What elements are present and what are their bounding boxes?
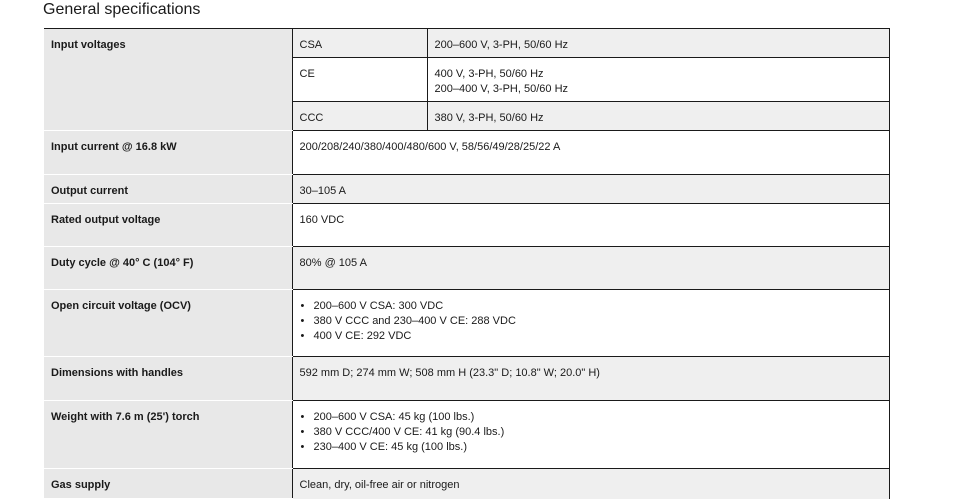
- row-label-weight: Weight with 7.6 m (25') torch: [44, 401, 292, 469]
- row-label-duty-cycle: Duty cycle @ 40° C (104° F): [44, 247, 292, 290]
- table-row: [44, 204, 890, 247]
- page-title: General specifications: [43, 1, 201, 18]
- table-row: [44, 131, 890, 175]
- list-item: • 380 V CCC and 230–400 V CE: 288 VDC: [314, 314, 883, 329]
- value-input-current: 200/208/240/380/400/480/600 V, 58/56/49/28/25/22 A: [292, 131, 890, 175]
- table-row: [44, 357, 890, 401]
- row-label-input-voltages: Input voltages: [44, 29, 292, 131]
- value-weight: [292, 401, 890, 469]
- value-ocv: [292, 290, 890, 357]
- value-dimensions: 592 mm D; 274 mm W; 508 mm H (23.3" D; 10.8" W; 20.0" H): [292, 357, 890, 401]
- row-label-input-current: Input current @ 16.8 kW: [44, 131, 292, 175]
- region-ce: CE: [292, 58, 427, 102]
- specifications-table: [44, 28, 890, 499]
- row-label-rated-output-voltage: Rated output voltage: [44, 204, 292, 247]
- list-item: • 230–400 V CE: 45 kg (100 lbs.): [314, 440, 883, 455]
- value-rated-output-voltage: 160 VDC: [292, 204, 890, 247]
- value-output-current: 30–105 A: [292, 175, 890, 204]
- row-label-dimensions: Dimensions with handles: [44, 357, 292, 401]
- table-row: [44, 401, 890, 469]
- region-csa: CSA: [292, 29, 427, 58]
- list-item: • 200–600 V CSA: 45 kg (100 lbs.): [314, 410, 883, 425]
- value-ce-line2: 200–400 V, 3-PH, 50/60 Hz: [434, 83, 569, 95]
- value-csa: 200–600 V, 3-PH, 50/60 Hz: [427, 29, 890, 58]
- table-row: [44, 29, 890, 58]
- weight-list: [300, 410, 883, 455]
- table-row: [44, 247, 890, 290]
- list-item: • 200–600 V CSA: 300 VDC: [314, 299, 883, 314]
- list-item: • 380 V CCC/400 V CE: 41 kg (90.4 lbs.): [314, 425, 883, 440]
- value-ccc: 380 V, 3-PH, 50/60 Hz: [427, 102, 890, 131]
- value-ce: [427, 58, 890, 102]
- list-item: • 400 V CE: 292 VDC: [314, 329, 883, 344]
- table-row: [44, 469, 890, 499]
- row-label-output-current: Output current: [44, 175, 292, 204]
- table-row: [44, 290, 890, 357]
- table-row: [44, 175, 890, 204]
- row-label-ocv: Open circuit voltage (OCV): [44, 290, 292, 357]
- region-ccc: CCC: [292, 102, 427, 131]
- ocv-list: [300, 299, 883, 344]
- value-duty-cycle: 80% @ 105 A: [292, 247, 890, 290]
- value-ce-line1: 400 V, 3-PH, 50/60 Hz: [434, 68, 544, 80]
- value-gas-supply: Clean, dry, oil-free air or nitrogen: [292, 469, 890, 499]
- row-label-gas-supply: Gas supply: [44, 469, 292, 499]
